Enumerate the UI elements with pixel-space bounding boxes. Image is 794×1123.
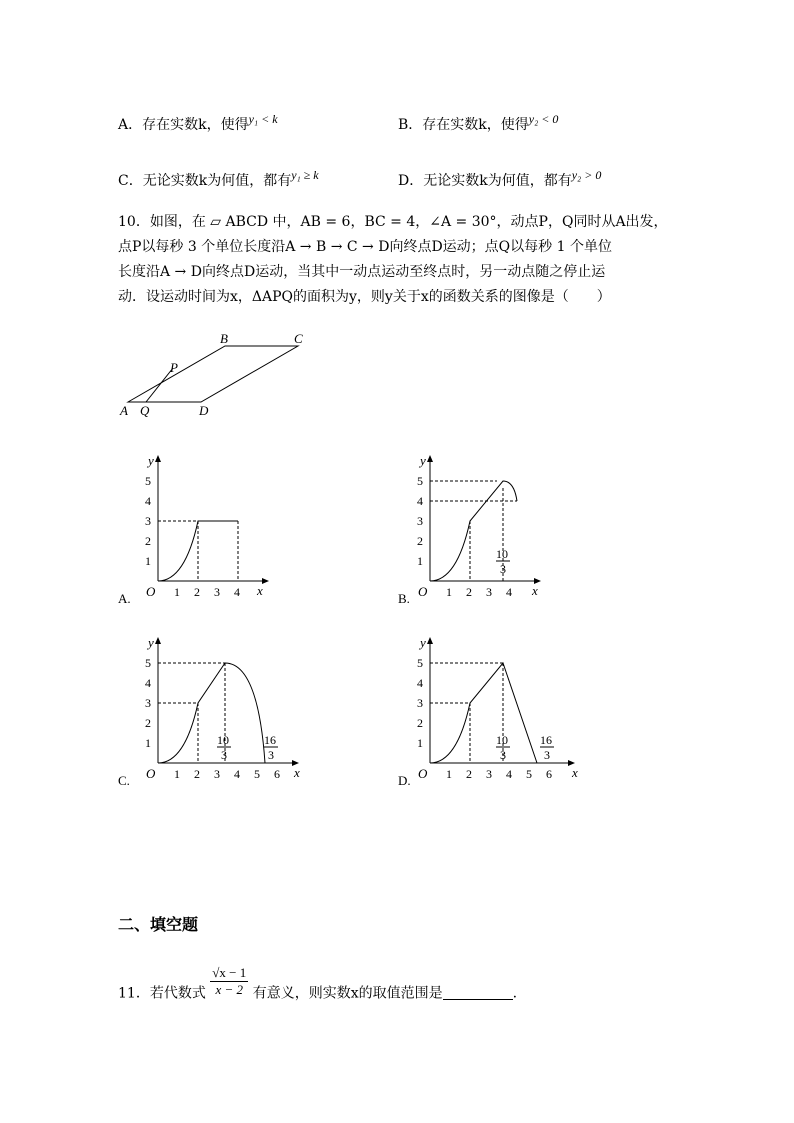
parallelogram-abcd xyxy=(128,346,298,402)
xtick-2: 2 xyxy=(194,585,200,599)
ytick-5: 5 xyxy=(145,656,151,670)
option-a-formula: y₁ < k xyxy=(248,112,278,126)
xtick-4: 4 xyxy=(234,585,240,599)
option-c xyxy=(118,168,319,190)
xtick-2: 2 xyxy=(466,767,472,781)
ytick-2: 2 xyxy=(417,534,423,548)
graph-d-label: D. xyxy=(398,773,411,788)
graph-d xyxy=(390,632,590,792)
q10-line-3: 长度沿A → D向终点D运动，当其中一动点运动至终点时，另一动点随之停止运 xyxy=(118,264,606,280)
ytick-4: 4 xyxy=(417,676,423,690)
y-label: y xyxy=(148,635,154,650)
q11-prefix: 11．若代数式 xyxy=(118,985,206,1002)
xtick-4: 4 xyxy=(506,585,512,599)
frac-10-num: 10 xyxy=(496,733,508,747)
ytick-1: 1 xyxy=(417,736,423,750)
option-d xyxy=(398,168,601,190)
xtick-3: 3 xyxy=(214,585,220,599)
q11-suffix: 有意义，则实数x的取值范围是 xyxy=(252,985,443,1002)
ytick-2: 2 xyxy=(145,716,151,730)
origin-label: O xyxy=(418,584,428,599)
label-a: A xyxy=(120,403,128,418)
xtick-1: 1 xyxy=(174,767,180,781)
y-axis-arrow xyxy=(427,637,433,644)
parallelogram-figure xyxy=(110,325,340,425)
y-label: y xyxy=(420,635,426,650)
y-axis-arrow xyxy=(427,455,433,462)
frac-10-den: 3 xyxy=(221,748,227,762)
x-axis-arrow xyxy=(262,578,269,584)
frac-10-den: 3 xyxy=(500,562,506,576)
graph-c-label: C. xyxy=(118,773,130,788)
ytick-5: 5 xyxy=(417,656,423,670)
option-d-formula: y₂ > 0 xyxy=(571,168,602,182)
q10-line-2: 点P以每秒 3 个单位长度沿A → B → C → D向终点D运动；点Q以每秒 1 个单位 xyxy=(118,239,612,255)
xtick-3: 3 xyxy=(214,767,220,781)
option-b xyxy=(398,112,558,134)
xtick-5: 5 xyxy=(254,767,260,781)
q11-fraction xyxy=(210,965,248,998)
option-c-formula: y₁ ≥ k xyxy=(291,168,319,182)
q10-line-1: 10．如图，在 ▱ ABCD 中，AB = 6，BC = 4，∠A = 30°，动点P，Q同时从A出发， xyxy=(118,214,668,230)
segment-pq xyxy=(146,368,173,402)
answer-blank[interactable] xyxy=(443,985,513,1000)
ytick-3: 3 xyxy=(417,696,423,710)
xtick-5: 5 xyxy=(526,767,532,781)
ytick-2: 2 xyxy=(145,534,151,548)
graph-b-label: B. xyxy=(398,591,410,606)
xtick-2: 2 xyxy=(466,585,472,599)
graph-c xyxy=(110,632,310,792)
ytick-3: 3 xyxy=(145,696,151,710)
xtick-4: 4 xyxy=(234,767,240,781)
xtick-4: 4 xyxy=(506,767,512,781)
curve xyxy=(158,663,265,763)
xtick-6: 6 xyxy=(546,767,552,781)
x-label: x xyxy=(572,765,578,780)
x-label: x xyxy=(257,583,263,598)
ytick-2: 2 xyxy=(417,716,423,730)
option-d-text: D．无论实数k为何值，都有 xyxy=(398,173,572,189)
origin-label: O xyxy=(146,584,156,599)
option-a-text: A．存在实数k，使得 xyxy=(118,117,249,133)
frac-16-num: 16 xyxy=(264,733,276,747)
y-axis-arrow xyxy=(155,637,161,644)
frac-16-den: 3 xyxy=(544,748,550,762)
ytick-3: 3 xyxy=(145,514,151,528)
graph-b xyxy=(390,450,550,610)
ytick-1: 1 xyxy=(145,736,151,750)
label-q: Q xyxy=(140,403,150,418)
frac-10-den: 3 xyxy=(500,748,506,762)
ytick-4: 4 xyxy=(145,676,151,690)
xtick-1: 1 xyxy=(174,585,180,599)
x-label: x xyxy=(532,583,538,598)
option-a xyxy=(118,112,278,134)
section-heading: 二、填空题 xyxy=(118,915,199,934)
graph-a xyxy=(110,450,270,610)
xtick-1: 1 xyxy=(446,585,452,599)
y-axis-arrow xyxy=(155,455,161,462)
label-d: D xyxy=(199,403,209,418)
xtick-1: 1 xyxy=(446,767,452,781)
q10-line-4: 动．设运动时间为x，ΔAPQ的面积为y，则y关于x的函数关系的图像是（ ） xyxy=(118,289,611,305)
ytick-1: 1 xyxy=(417,554,423,568)
label-b: B xyxy=(220,331,228,346)
frac-10-num: 10 xyxy=(217,733,229,747)
label-c: C xyxy=(294,331,303,346)
option-b-text: B．存在实数k，使得 xyxy=(398,117,529,133)
graph-a-label: A. xyxy=(118,591,131,606)
frac-10-num: 10 xyxy=(496,547,508,561)
label-p: P xyxy=(170,360,178,375)
xtick-6: 6 xyxy=(274,767,280,781)
origin-label: O xyxy=(418,766,428,781)
question-10 xyxy=(118,210,678,310)
question-11 xyxy=(118,965,517,1003)
q11-end: . xyxy=(512,985,518,1002)
ytick-4: 4 xyxy=(417,494,423,508)
option-b-formula: y₂ < 0 xyxy=(528,112,559,126)
q11-denominator: x − 2 xyxy=(215,982,244,997)
ytick-5: 5 xyxy=(417,474,423,488)
xtick-2: 2 xyxy=(194,767,200,781)
frac-16-den: 3 xyxy=(268,748,274,762)
option-c-text: C．无论实数k为何值，都有 xyxy=(118,173,292,189)
origin-label: O xyxy=(146,766,156,781)
y-label: y xyxy=(148,453,154,468)
ytick-1: 1 xyxy=(145,554,151,568)
xtick-3: 3 xyxy=(486,585,492,599)
q11-numerator: √x − 1 xyxy=(212,965,247,980)
frac-16-num: 16 xyxy=(540,733,552,747)
curve xyxy=(430,663,537,763)
ytick-4: 4 xyxy=(145,494,151,508)
ytick-5: 5 xyxy=(145,474,151,488)
xtick-3: 3 xyxy=(486,767,492,781)
x-label: x xyxy=(294,765,300,780)
ytick-3: 3 xyxy=(417,514,423,528)
y-label: y xyxy=(420,453,426,468)
